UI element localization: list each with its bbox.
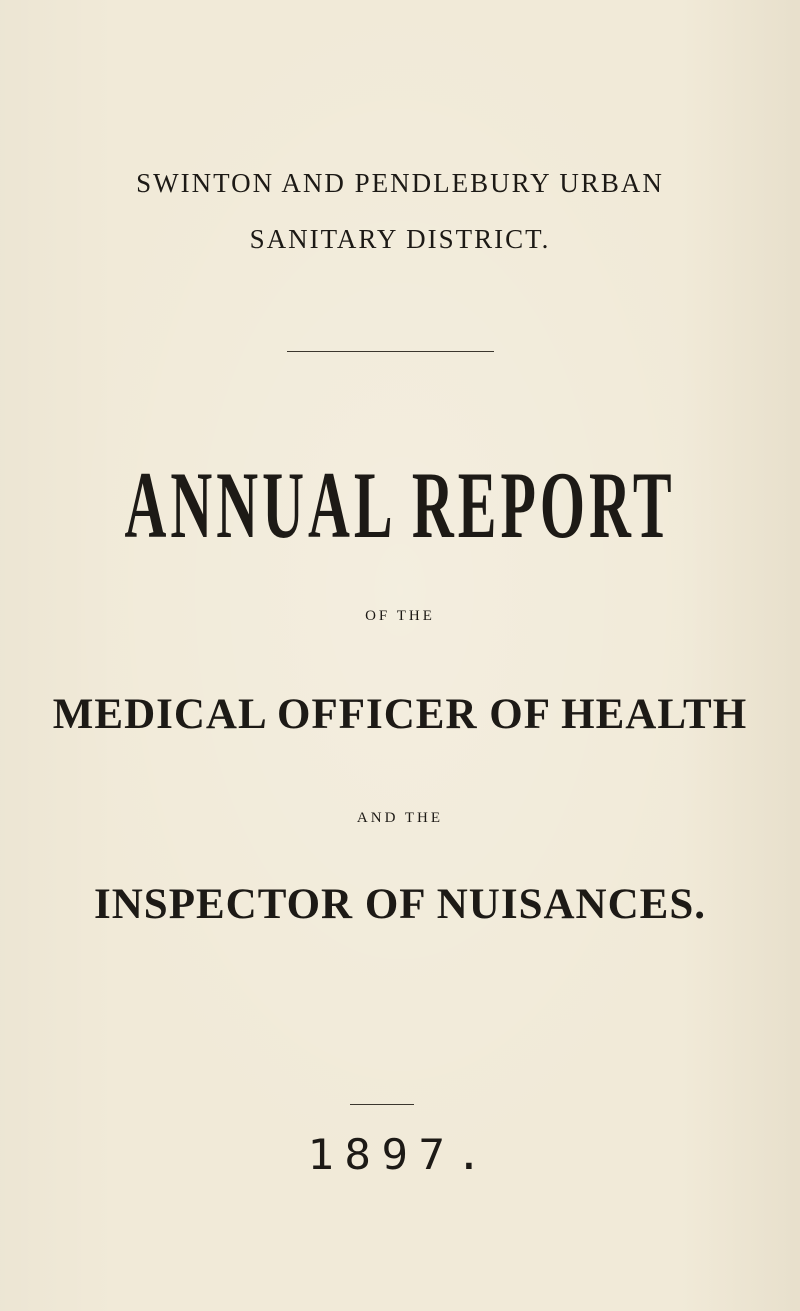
divider-rule xyxy=(287,351,494,352)
connector-of-the: OF THE xyxy=(365,608,435,624)
divider-rule-bottom xyxy=(350,1104,414,1105)
inspector-heading: INSPECTOR OF NUISANCES. xyxy=(94,881,706,928)
district-heading-line-2: SANITARY DISTRICT. xyxy=(249,224,551,254)
connector-and-the: AND THE xyxy=(356,810,444,826)
report-year: 1897. xyxy=(307,1130,493,1179)
report-title: ANNUAL REPORT xyxy=(124,451,676,559)
medical-officer-heading: MEDICAL OFFICER OF HEALTH xyxy=(52,691,748,738)
district-heading-line-1: SWINTON AND PENDLEBURY URBAN xyxy=(136,168,664,198)
